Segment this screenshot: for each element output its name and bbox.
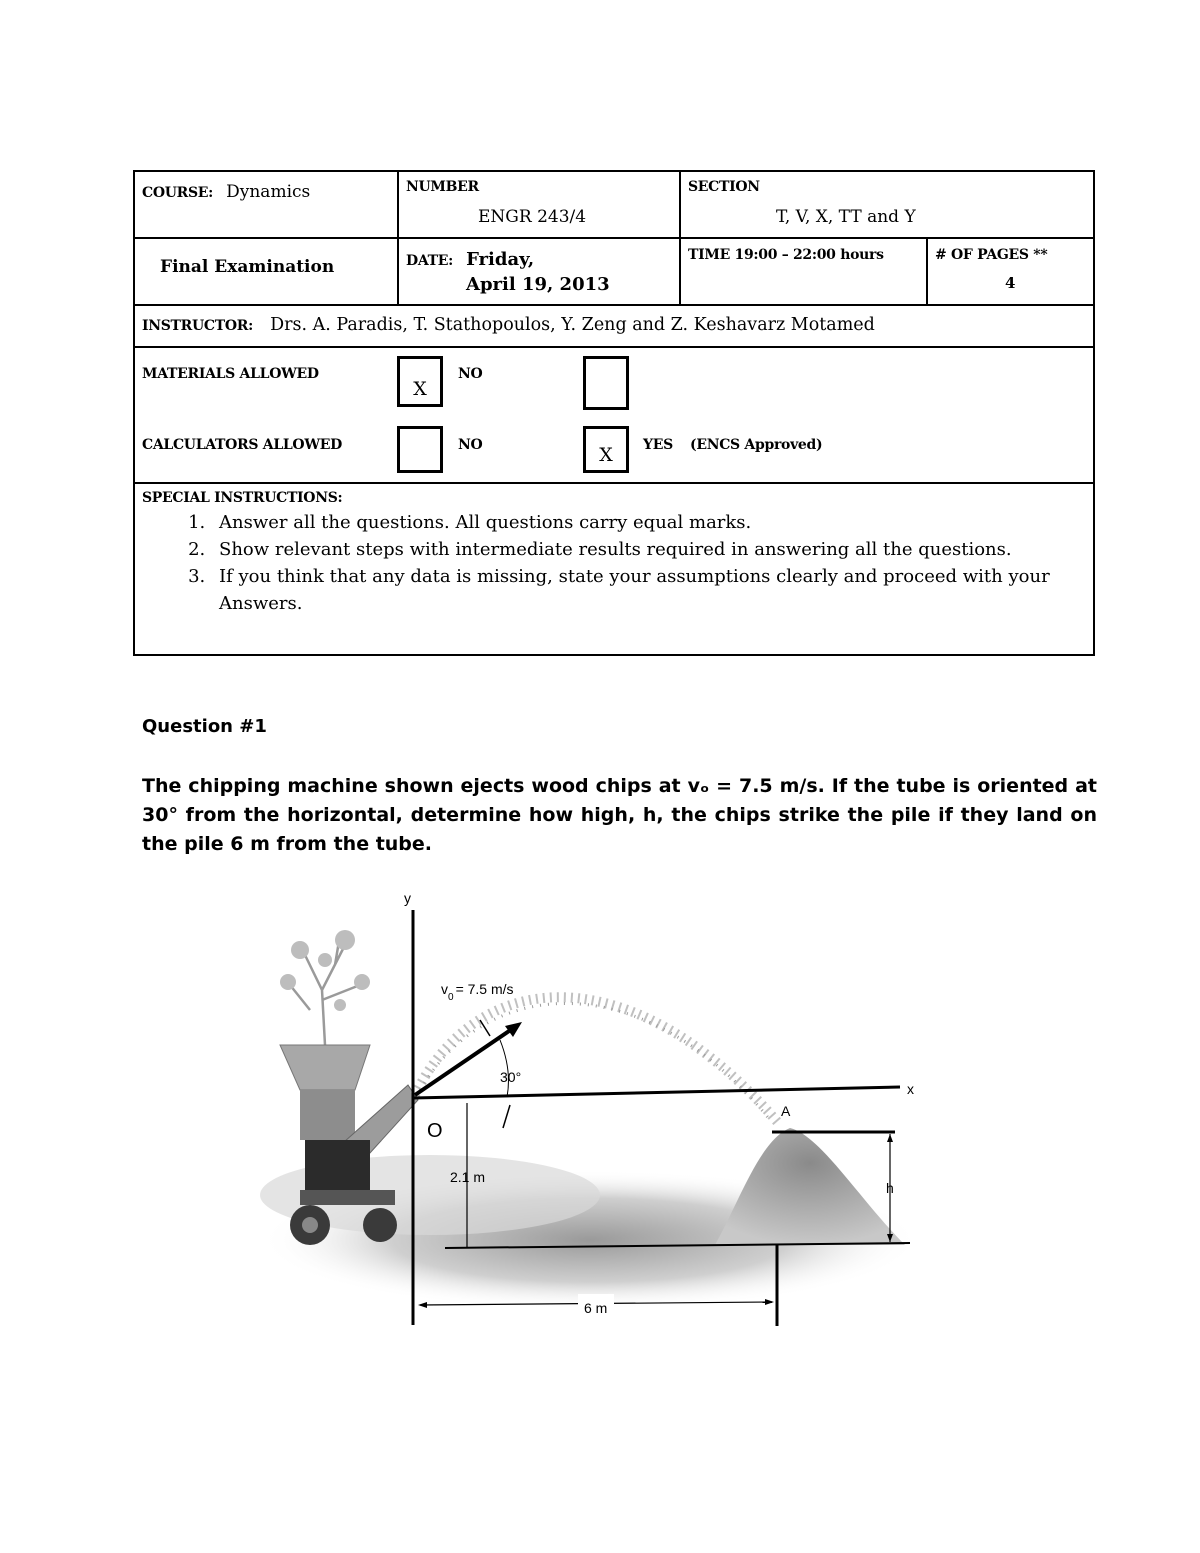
table-rule — [397, 170, 399, 306]
special-instructions-label: SPECIAL INSTRUCTIONS: — [142, 490, 343, 506]
date-line2: April 19, 2013 — [466, 274, 610, 295]
instruction-item: 3. If you think that any data is missing, state your assumptions clearly and proceed with your Answers. — [211, 563, 1083, 617]
date-cell — [406, 249, 534, 270]
velocity-subscript: 0 — [448, 992, 454, 1003]
frame — [300, 1190, 395, 1205]
number-value: ENGR 243/4 — [478, 207, 587, 227]
velocity-symbol: v — [441, 981, 448, 997]
table-rule — [133, 346, 1095, 348]
y-axis-label: y — [404, 890, 411, 906]
materials-yes-checkbox[interactable] — [583, 356, 629, 410]
instruction-item: 2. Show relevant steps with intermediate results required in answering all the questions. — [211, 536, 1083, 563]
question-text: The chipping machine shown ejects wood chips at vₒ = 7.5 m/s. If the tube is oriented at 30° from the horizontal, determine how high, h, the chips strike the pile if they land on the pile 6 m from the tube. — [142, 775, 1097, 855]
arrowhead-icon — [765, 1299, 774, 1305]
engine — [305, 1140, 370, 1195]
table-rule — [926, 238, 928, 306]
instructor-label: INSTRUCTOR: — [142, 318, 253, 334]
calculators-no-checkbox[interactable] — [397, 426, 443, 473]
hopper-neck — [300, 1090, 355, 1140]
exam-title: Final Examination — [160, 257, 335, 277]
date-label: DATE: — [406, 253, 453, 269]
h-label: h — [886, 1180, 894, 1196]
materials-checkbox[interactable]: X — [397, 356, 443, 407]
velocity-arrowhead-icon — [505, 1022, 522, 1037]
origin-label: O — [427, 1120, 443, 1142]
hopper — [280, 1045, 370, 1090]
x-axis — [413, 1087, 900, 1098]
calculators-note: (ENCS Approved) — [690, 437, 823, 453]
pages-value: 4 — [1005, 274, 1016, 292]
calculators-yes-label: YES — [643, 437, 673, 453]
wheel-hub — [302, 1217, 318, 1233]
materials-no-label: NO — [458, 366, 483, 382]
calculators-label: CALCULATORS ALLOWED — [142, 437, 342, 453]
instructor-value: Drs. A. Paradis, T. Stathopoulos, Y. Zeng and Z. Keshavarz Motamed — [270, 315, 875, 335]
materials-label: MATERIALS ALLOWED — [142, 366, 319, 382]
calculators-no-label: NO — [458, 437, 483, 453]
chipping-machine-figure — [260, 880, 940, 1340]
pages-label: # OF PAGES ** — [935, 247, 1048, 263]
special-instructions-list — [133, 509, 1083, 617]
velocity-value: = 7.5 m/s — [455, 981, 514, 997]
calculators-yes-checkbox[interactable]: X — [583, 426, 629, 473]
instructor-cell — [142, 315, 875, 335]
time-text: TIME 19:00 – 22:00 hours — [688, 247, 884, 263]
date-line1: Friday, — [466, 249, 535, 270]
angle-label: 30° — [500, 1069, 522, 1085]
x-axis-label: x — [907, 1081, 914, 1097]
arrowhead-icon — [418, 1302, 427, 1308]
chip-trajectory — [415, 997, 780, 1125]
wheel-icon — [363, 1208, 397, 1242]
section-value: T, V, X, TT and Y — [776, 207, 916, 227]
course-value: Dynamics — [226, 182, 311, 202]
table-rule — [133, 482, 1095, 484]
table-rule — [133, 237, 1095, 239]
question-title: Question #1 — [142, 716, 267, 737]
tube-height-label: 2.1 m — [450, 1169, 486, 1185]
point-a-label: A — [781, 1103, 791, 1119]
angle-pointer — [503, 1105, 510, 1128]
course-cell — [142, 182, 310, 202]
section-label: SECTION — [688, 179, 760, 195]
course-label: COURSE: — [142, 185, 214, 201]
distance-label: 6 m — [584, 1300, 608, 1316]
velocity-label — [441, 981, 514, 1003]
table-rule — [679, 170, 681, 306]
number-label: NUMBER — [406, 179, 479, 195]
instruction-item: 1. Answer all the questions. All questions carry equal marks. — [211, 509, 1083, 536]
arrowhead-icon — [887, 1134, 893, 1142]
table-rule — [133, 304, 1095, 306]
